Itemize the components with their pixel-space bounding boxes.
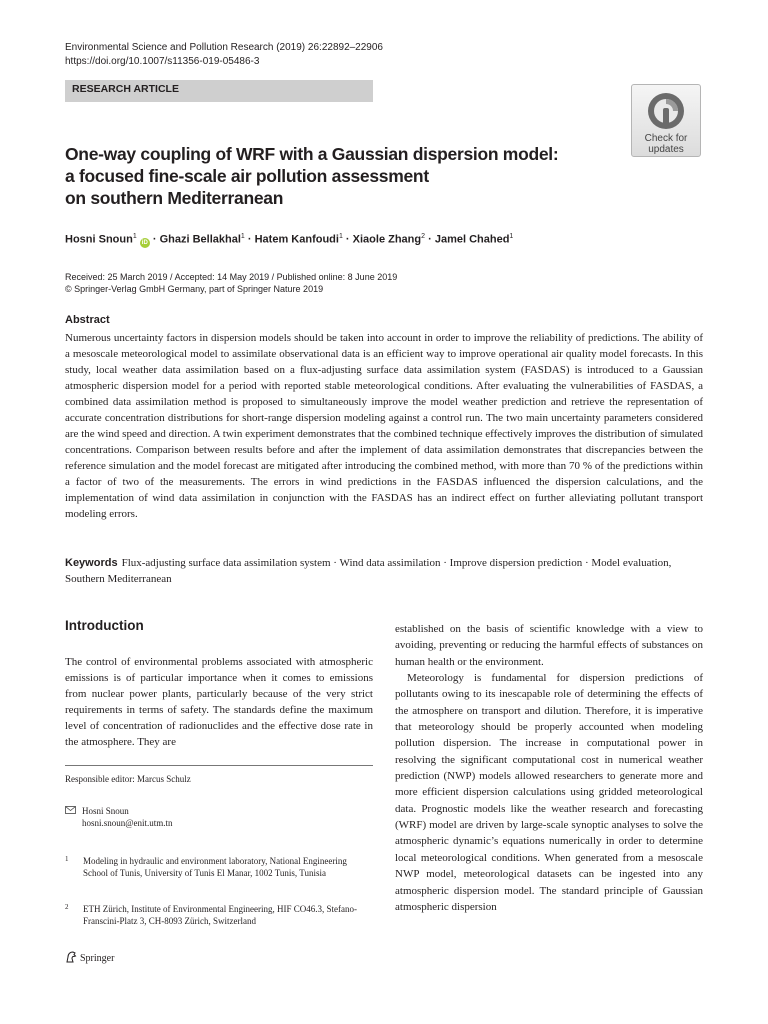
affiliation-ref: 1 — [509, 233, 514, 240]
footnote-divider — [65, 765, 373, 766]
publisher-logo — [65, 951, 114, 966]
article-type-banner: RESEARCH ARTICLE — [65, 80, 373, 102]
author-separator: · — [428, 233, 432, 246]
check-for-updates-badge[interactable] — [631, 84, 701, 157]
author-separator: · — [152, 233, 157, 246]
keywords-text: Flux-adjusting surface data assimilation system · Wind data assimilation · Improve dispersion prediction · Model evaluation, Southern Mediterranean — [65, 557, 672, 585]
introduction-left-column: The control of environmental problems associated with atmospheric emissions is of particular importance when it comes to emissions from nuclear power plants, particularly because of the very strict requirements in terms of safety. The standards define the maximum level of concentration of radionuclides and the effective dose rate in the atmosphere. They are — [65, 656, 373, 748]
introduction-heading: Introduction — [65, 618, 144, 633]
affiliation-text: Modeling in hydraulic and environment laboratory, National Engineering School of Tunis, University of Tunis El Manar, 1002 Tunis, Tunisia — [83, 856, 347, 878]
copyright-line: © Springer-Verlag GmbH Germany, part of Springer Nature 2019 — [65, 284, 324, 294]
keywords — [65, 555, 703, 587]
affiliation-number: 2 — [65, 903, 69, 911]
responsible-editor: Responsible editor: Marcus Schulz — [65, 774, 191, 784]
crossmark-icon — [646, 91, 686, 131]
author-list — [65, 229, 513, 248]
contact-email[interactable]: hosni.snoun@enit.utm.tn — [82, 818, 173, 828]
keywords-label: Keywords — [65, 557, 118, 569]
date-history: Received: 25 March 2019 / Accepted: 14 May 2019 / Published online: 8 June 2019 — [65, 272, 398, 282]
author-separator: · — [345, 233, 350, 246]
check-for-updates-label: Check for updates — [644, 133, 688, 155]
author-name[interactable]: Hosni Snoun — [65, 233, 133, 246]
doi-link[interactable]: https://doi.org/10.1007/s11356-019-05486-3 — [65, 56, 260, 67]
affiliation-ref: 1 — [132, 233, 137, 240]
abstract-heading: Abstract — [65, 314, 110, 326]
contact-name: Hosni Snoun — [82, 806, 129, 816]
publisher-name: Springer — [80, 953, 115, 964]
author-separator: · — [247, 233, 252, 246]
abstract-text: Numerous uncertainty factors in dispersion models should be taken into account in order to improve the reliability of predictions. The ability of a mesoscale meteorological model to assimilate observational data is an efficient way to improve operational air quality model forecasts. In this study, local weather data assimilation based on a flux-adjusting surface data assimilation system (FASDAS) is introduced to a Gaussian atmospheric dispersion model for a period with reported stable meteorological conditions. After evaluating the vulnerabilities of FASDAS, a combined data assimilation method is proposed to simultaneously improve the model weather prediction and retrieve the representation of accurate concentration distributions for short-range dispersion modeling against a control run. The two main uncertainty parameters considered are the wind speed and direction. A twin experiment demonstrates that the combined technique effectively improves the distribution of simulated concentrations. Comparison between results before and after the implement of data assimilation demonstrates that discrepancies between the reference simulation and the model forecast are mitigated after introducing the combined method, with more than 70 % of the predictions within a factor of two of the measurements. The errors in wind predictions in the FASDAS influenced the dispersion calculations, and the implementation of wind data assimilation in conjunction with the FASDAS has an indirect effect on further alleviating pollutant transport modeling errors. — [65, 332, 703, 520]
affiliation-ref: 2 — [421, 233, 426, 240]
introduction-right-column — [395, 621, 703, 915]
affiliation-ref: 1 — [240, 233, 245, 240]
author-name[interactable]: Jamel Chahed — [434, 233, 510, 246]
paragraph: established on the basis of scientific knowledge with a view to avoiding, preventing or reducing the harmful effects of substances on human health or the environment. — [395, 623, 703, 668]
journal-citation: Environmental Science and Pollution Research (2019) 26:22892–22906 — [65, 42, 383, 53]
springer-horse-icon — [65, 951, 77, 963]
publication-dates — [65, 271, 397, 295]
orcid-icon[interactable]: iD — [141, 239, 148, 246]
affiliation-ref: 1 — [338, 233, 343, 240]
author-name[interactable]: Ghazi Bellakhal — [159, 233, 241, 246]
article-title: One-way coupling of WRF with a Gaussian dispersion model: a focused fine-scale air pollution assessment on southern Mediterranean — [65, 144, 559, 208]
affiliation-number: 1 — [65, 855, 69, 863]
envelope-icon — [65, 806, 76, 814]
author-name[interactable]: Xiaole Zhang — [352, 233, 422, 246]
affiliation-text: ETH Zürich, Institute of Environmental Engineering, HIF CO46.3, Stefano-Franscini-Platz 3, CH-8093 Zürich, Switzerland — [83, 904, 357, 926]
author-name[interactable]: Hatem Kanfoudi — [254, 233, 339, 246]
journal-header — [65, 41, 383, 69]
paragraph: Meteorology is fundamental for dispersion predictions of pollutants owing to its inescapable role of determining the effects of the atmosphere on transport and dilution. Therefore, it is imperative that meteorology should be properly accounted when modeling pollution dispersion. The increase in computational power in resolving the significant computational cost in numerical weather prediction (NWP) models allowed researchers to generate more and more efficient dispersion calculations using gridded meteorological data. Prognostic models like the weather research and forecasting (WRF) model are driven by large-scale synoptic analyses to solve the atmospheric dynamic’s equations numerically in order to determine local meteorological conditions. When generated from a mesoscale NWP model, meteorological datasets can be ingested into any atmospheric dispersion model. The standard principle of Gaussian atmospheric dispersion — [395, 672, 703, 913]
